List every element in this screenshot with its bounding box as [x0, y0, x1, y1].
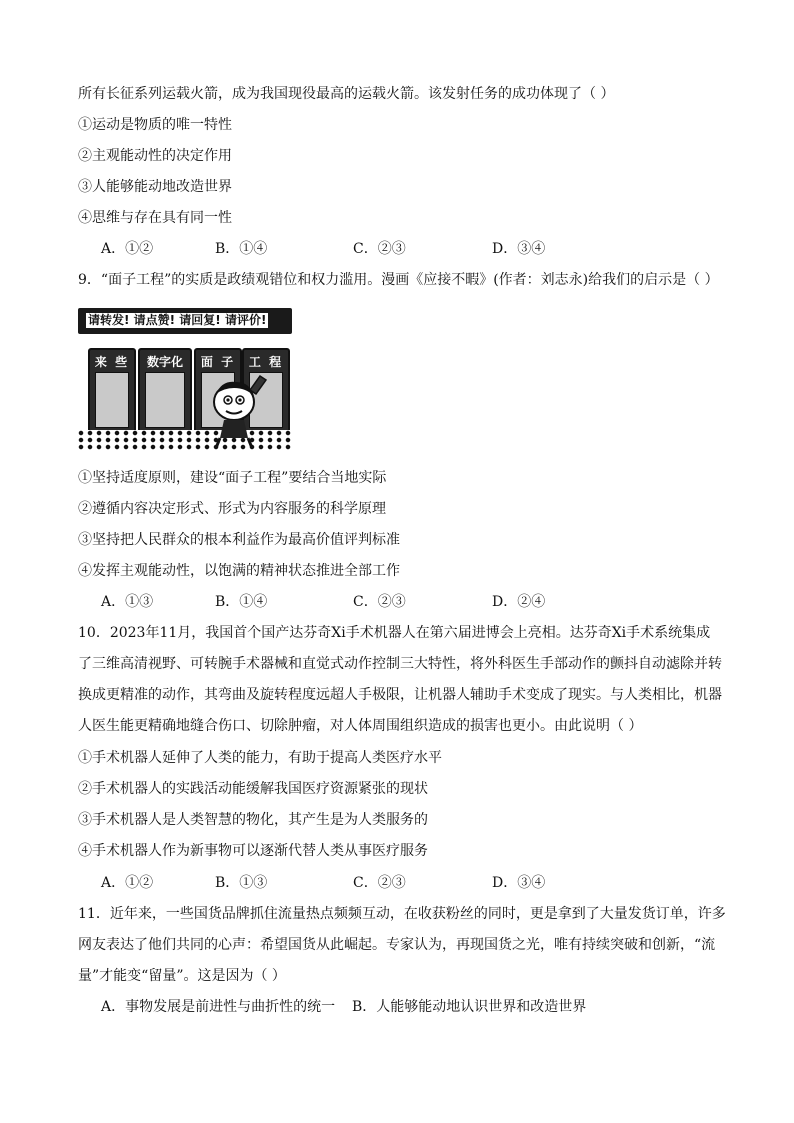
q11-option-b: B．人能够能动地认识世界和改造世界	[352, 999, 587, 1015]
cartoon-door-label: 面 子	[200, 355, 236, 369]
q10-stem-line-2: 了三维高清视野、可转腕手术器械和直觉式动作控制三大特性，将外科医生手部动作的颤抖自动滤除并转	[78, 656, 722, 672]
cartoon-door-1	[88, 348, 136, 434]
q8-option-c: C．②③	[353, 241, 406, 257]
q11-option-a: A．事物发展是前进性与曲折性的统一	[101, 999, 336, 1015]
q9-option-c: C．②③	[353, 594, 406, 610]
q10-option-b: B．①③	[215, 875, 268, 891]
q9-item-4: ④发挥主观能动性，以饱满的精神状态推进全部工作	[78, 563, 400, 579]
q9-option-a: A．①③	[101, 594, 154, 610]
intro-line: 所有长征系列运载火箭，成为我国现役最高的运载火箭。该发射任务的成功体现了（ ）	[78, 86, 615, 102]
q9-option-d: D．②④	[492, 594, 546, 610]
q9-item-1: ①坚持适度原则，建设“面子工程”要结合当地实际	[78, 470, 387, 486]
q9-item-2: ②遵循内容决定形式、形式为内容服务的科学原理	[78, 501, 386, 517]
q9-cartoon	[78, 308, 292, 450]
q11-stem-line-3: 量”才能变“留量”。这是因为（ ）	[78, 968, 286, 984]
q10-item-4: ④手术机器人作为新事物可以逐渐代替人类从事医疗服务	[78, 843, 428, 859]
q10-stem-line-4: 人医生能更精确地缝合伤口、切除肿瘤，对人体周围组织造成的损害也更小。由此说明（ ）	[78, 718, 643, 734]
q8-item-1: ①运动是物质的唯一特性	[78, 117, 232, 133]
q11-stem-line-2: 网友表达了他们共同的心声：希望国货从此崛起。专家认为，再现国货之光，唯有持续突破和创新，“流	[78, 937, 716, 953]
q10-option-d: D．③④	[492, 875, 546, 891]
q8-option-b: B．①④	[215, 241, 268, 257]
cartoon-figure-icon	[198, 368, 278, 450]
cartoon-door-label: 来 些	[94, 355, 130, 369]
q10-item-3: ③手术机器人是人类智慧的物化，其产生是为人类服务的	[78, 812, 428, 828]
cartoon-banner	[78, 308, 292, 334]
q11-stem-line-1: 11．近年来，一些国货品牌抓住流量热点频频互动，在收获粉丝的同时，更是拿到了大量发货订单，许多	[78, 906, 726, 922]
q10-stem-line-1: 10．2023年11月，我国首个国产达芬奇Xi手术机器人在第六届进博会上亮相。达芬奇Xi手术系统集成	[78, 625, 711, 641]
q8-option-a: A．①②	[101, 241, 154, 257]
q10-option-a: A．①②	[101, 875, 154, 891]
cartoon-door-label: 数字化	[146, 355, 183, 369]
q10-item-1: ①手术机器人延伸了人类的能力，有助于提高人类医疗水平	[78, 750, 442, 766]
q9-stem: 9．“面子工程”的实质是政绩观错位和权力滥用。漫画《应接不暇》(作者：刘志永)给我们的启示是（ ）	[78, 272, 719, 288]
q8-option-d: D．③④	[492, 241, 546, 257]
q10-item-2: ②手术机器人的实践活动能缓解我国医疗资源紧张的现状	[78, 781, 428, 797]
cartoon-banner-text: 请转发! 请点赞! 请回复! 请评价!	[88, 313, 267, 327]
q8-item-3: ③人能够能动地改造世界	[78, 179, 232, 195]
cartoon-door-2	[138, 348, 192, 434]
q9-item-3: ③坚持把人民群众的根本利益作为最高价值评判标准	[78, 532, 400, 548]
cartoon-door-label: 工 程	[248, 355, 284, 369]
q10-option-c: C．②③	[353, 875, 406, 891]
q9-option-b: B．①④	[215, 594, 268, 610]
q10-stem-line-3: 换成更精准的动作，其弯曲及旋转程度远超人手极限，让机器人辅助手术变成了现实。与人类相比，机器	[78, 687, 722, 703]
q8-item-4: ④思维与存在具有同一性	[78, 210, 232, 226]
q8-item-2: ②主观能动性的决定作用	[78, 148, 232, 164]
